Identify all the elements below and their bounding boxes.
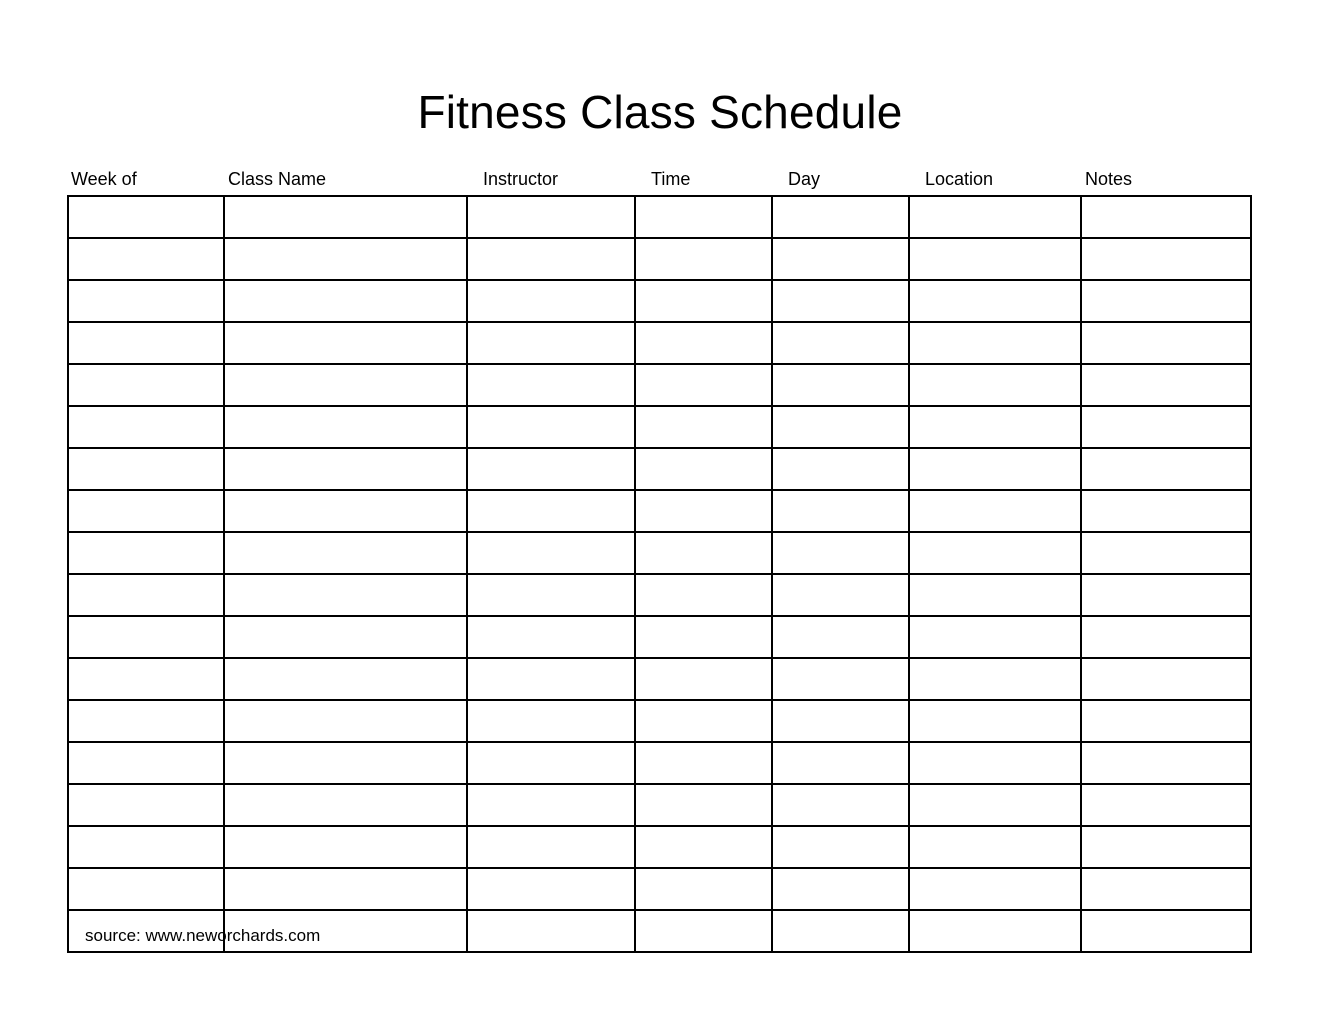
schedule-table (67, 195, 1252, 953)
table-cell-instructor[interactable] (467, 238, 635, 280)
table-cell-notes[interactable] (1081, 448, 1251, 490)
table-cell-week-of[interactable] (68, 700, 224, 742)
column-header-location: Location (925, 169, 994, 189)
table-cell-notes[interactable] (1081, 406, 1251, 448)
table-cell-class-name[interactable] (224, 532, 467, 574)
table-cell-time[interactable] (635, 826, 772, 868)
table-cell-class-name[interactable] (224, 490, 467, 532)
table-row (68, 322, 1251, 364)
table-cell-notes[interactable] (1081, 742, 1251, 784)
table-cell-class-name[interactable] (224, 658, 467, 700)
table-cell-class-name[interactable] (224, 280, 467, 322)
table-cell-instructor[interactable] (467, 616, 635, 658)
table-cell-notes[interactable] (1081, 910, 1251, 952)
table-cell-day[interactable] (772, 616, 909, 658)
table-cell-time[interactable] (635, 574, 772, 616)
column-header-class-name: Class Name (228, 169, 327, 189)
table-cell-week-of[interactable] (68, 742, 224, 784)
table-cell-time[interactable] (635, 784, 772, 826)
table-cell-instructor[interactable] (467, 490, 635, 532)
table-cell-class-name[interactable] (224, 700, 467, 742)
table-cell-time[interactable] (635, 616, 772, 658)
table-cell-notes[interactable] (1081, 658, 1251, 700)
table-cell-time[interactable] (635, 742, 772, 784)
table-cell-location[interactable] (909, 574, 1081, 616)
table-cell-location[interactable] (909, 658, 1081, 700)
column-header-time: Time (651, 169, 691, 189)
table-cell-day[interactable] (772, 490, 909, 532)
table-cell-time[interactable] (635, 280, 772, 322)
table-cell-location[interactable] (909, 364, 1081, 406)
table-cell-instructor[interactable] (467, 910, 635, 952)
table-cell-time[interactable] (635, 448, 772, 490)
table-cell-class-name[interactable] (224, 322, 467, 364)
table-cell-week-of[interactable] (68, 826, 224, 868)
table-cell-notes[interactable] (1081, 238, 1251, 280)
table-cell-class-name[interactable] (224, 406, 467, 448)
table-row (68, 406, 1251, 448)
table-cell-class-name[interactable] (224, 364, 467, 406)
table-cell-notes[interactable] (1081, 364, 1251, 406)
table-cell-class-name[interactable] (224, 238, 467, 280)
table-row (68, 490, 1251, 532)
table-cell-day[interactable] (772, 322, 909, 364)
table-cell-instructor[interactable] (467, 322, 635, 364)
table-cell-class-name[interactable] (224, 448, 467, 490)
table-cell-notes[interactable] (1081, 490, 1251, 532)
table-cell-day[interactable] (772, 700, 909, 742)
table-cell-instructor[interactable] (467, 784, 635, 826)
table-cell-class-name[interactable] (224, 826, 467, 868)
table-cell-instructor[interactable] (467, 406, 635, 448)
table-row (68, 364, 1251, 406)
column-header-week-of: Week of (71, 169, 137, 189)
table-cell-notes[interactable] (1081, 532, 1251, 574)
table-cell-time[interactable] (635, 238, 772, 280)
table-cell-class-name[interactable] (224, 784, 467, 826)
table-cell-instructor[interactable] (467, 364, 635, 406)
page-title: Fitness Class Schedule (417, 86, 903, 138)
column-header-notes: Notes (1085, 169, 1133, 189)
table-cell-day[interactable] (772, 280, 909, 322)
table-cell-location[interactable] (909, 238, 1081, 280)
table-cell-instructor[interactable] (467, 742, 635, 784)
table-cell-notes[interactable] (1081, 700, 1251, 742)
schedule-body (68, 196, 1251, 952)
table-cell-week-of[interactable] (68, 616, 224, 658)
table-cell-location[interactable] (909, 280, 1081, 322)
table-cell-location[interactable] (909, 532, 1081, 574)
table-cell-instructor[interactable] (467, 574, 635, 616)
table-cell-day[interactable] (772, 910, 909, 952)
table-cell-location[interactable] (909, 616, 1081, 658)
table-cell-time[interactable] (635, 700, 772, 742)
table-cell-day[interactable] (772, 574, 909, 616)
table-cell-time[interactable] (635, 196, 772, 238)
table-cell-day[interactable] (772, 658, 909, 700)
table-cell-week-of[interactable] (68, 406, 224, 448)
table-row (68, 196, 1251, 238)
table-cell-class-name[interactable] (224, 868, 467, 910)
table-cell-notes[interactable] (1081, 826, 1251, 868)
table-cell-location[interactable] (909, 910, 1081, 952)
table-cell-time[interactable] (635, 532, 772, 574)
table-cell-instructor[interactable] (467, 658, 635, 700)
table-cell-notes[interactable] (1081, 196, 1251, 238)
table-cell-instructor[interactable] (467, 700, 635, 742)
table-cell-notes[interactable] (1081, 784, 1251, 826)
table-cell-day[interactable] (772, 532, 909, 574)
table-cell-time[interactable] (635, 364, 772, 406)
table-row (68, 280, 1251, 322)
table-cell-week-of[interactable] (68, 364, 224, 406)
table-cell-day[interactable] (772, 784, 909, 826)
table-cell-time[interactable] (635, 490, 772, 532)
table-cell-notes[interactable] (1081, 574, 1251, 616)
table-cell-class-name[interactable] (224, 616, 467, 658)
source-note: source: www.neworchards.com (85, 926, 321, 945)
table-cell-class-name[interactable] (224, 196, 467, 238)
table-cell-class-name[interactable] (224, 574, 467, 616)
table-cell-week-of[interactable] (68, 196, 224, 238)
table-cell-location[interactable] (909, 868, 1081, 910)
table-cell-time[interactable] (635, 406, 772, 448)
table-row (68, 784, 1251, 826)
column-header-day: Day (788, 169, 821, 189)
table-cell-location[interactable] (909, 826, 1081, 868)
table-cell-week-of[interactable] (68, 658, 224, 700)
table-cell-day[interactable] (772, 868, 909, 910)
table-row (68, 700, 1251, 742)
table-cell-instructor[interactable] (467, 448, 635, 490)
table-cell-location[interactable] (909, 196, 1081, 238)
table-cell-time[interactable] (635, 910, 772, 952)
table-cell-class-name[interactable] (224, 742, 467, 784)
table-cell-day[interactable] (772, 364, 909, 406)
table-cell-week-of[interactable] (68, 322, 224, 364)
table-cell-instructor[interactable] (467, 826, 635, 868)
table-cell-week-of[interactable] (68, 532, 224, 574)
table-cell-day[interactable] (772, 196, 909, 238)
table-cell-week-of[interactable] (68, 490, 224, 532)
column-header-instructor: Instructor (483, 169, 559, 189)
table-cell-location[interactable] (909, 448, 1081, 490)
table-cell-instructor[interactable] (467, 868, 635, 910)
table-cell-notes[interactable] (1081, 322, 1251, 364)
table-cell-week-of[interactable] (68, 238, 224, 280)
table-cell-instructor[interactable] (467, 196, 635, 238)
table-cell-location[interactable] (909, 322, 1081, 364)
table-cell-location[interactable] (909, 784, 1081, 826)
table-row (68, 742, 1251, 784)
table-cell-location[interactable] (909, 490, 1081, 532)
table-row (68, 868, 1251, 910)
table-row (68, 532, 1251, 574)
table-cell-instructor[interactable] (467, 532, 635, 574)
table-row (68, 448, 1251, 490)
table-cell-week-of[interactable] (68, 280, 224, 322)
table-row (68, 658, 1251, 700)
table-cell-day[interactable] (772, 406, 909, 448)
table-cell-notes[interactable] (1081, 616, 1251, 658)
table-cell-week-of[interactable] (68, 868, 224, 910)
table-cell-notes[interactable] (1081, 868, 1251, 910)
table-cell-notes[interactable] (1081, 280, 1251, 322)
table-cell-day[interactable] (772, 742, 909, 784)
table-row (68, 574, 1251, 616)
table-cell-time[interactable] (635, 658, 772, 700)
table-cell-week-of[interactable] (68, 784, 224, 826)
table-row (68, 826, 1251, 868)
table-cell-day[interactable] (772, 238, 909, 280)
table-cell-instructor[interactable] (467, 280, 635, 322)
table-row (68, 616, 1251, 658)
table-cell-time[interactable] (635, 868, 772, 910)
table-cell-time[interactable] (635, 322, 772, 364)
table-cell-location[interactable] (909, 700, 1081, 742)
table-cell-week-of[interactable] (68, 448, 224, 490)
table-cell-day[interactable] (772, 448, 909, 490)
table-row (68, 238, 1251, 280)
table-cell-week-of[interactable] (68, 574, 224, 616)
table-cell-location[interactable] (909, 406, 1081, 448)
table-cell-day[interactable] (772, 826, 909, 868)
table-cell-location[interactable] (909, 742, 1081, 784)
